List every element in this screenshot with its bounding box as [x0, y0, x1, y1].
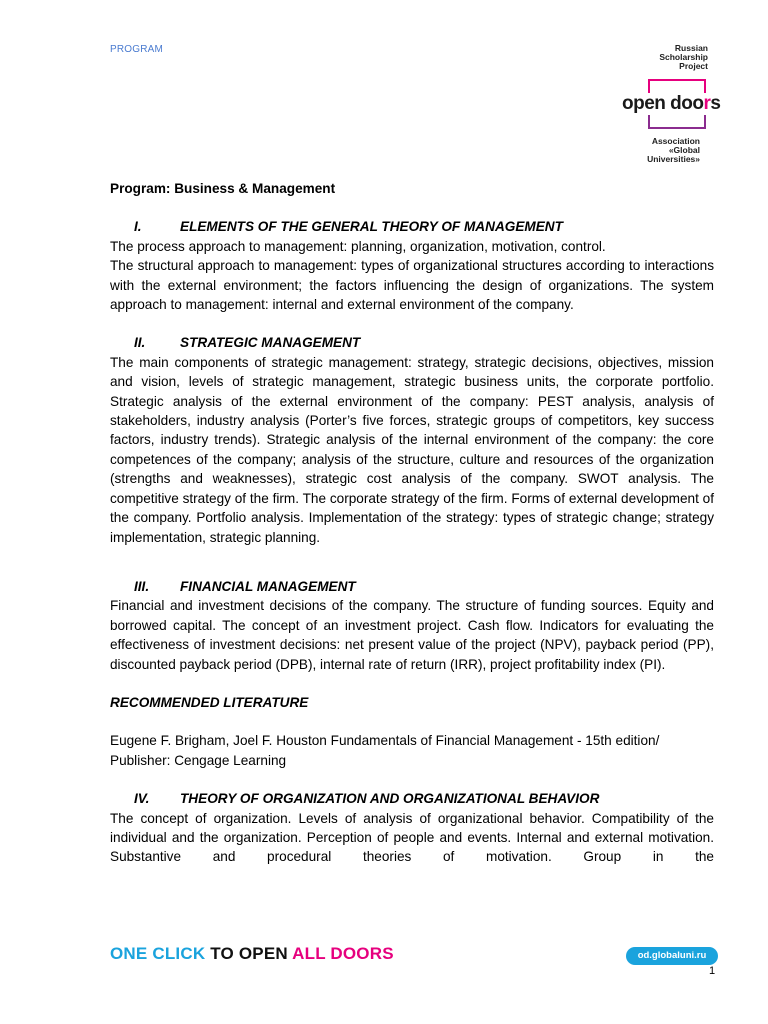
- open-doors-logo: [618, 43, 721, 172]
- literature-entry: Eugene F. Brigham, Joel F. Houston Fundamentals of Financial Management - 15th edition/ Publisher: Cengage Learning: [110, 733, 660, 768]
- footer-slogan: ONE CLICK TO OPEN ALL DOORS: [110, 944, 394, 963]
- section-number: I.: [134, 219, 142, 235]
- section-heading-4: [110, 789, 714, 808]
- program-title: Program: Business & Management: [110, 181, 336, 196]
- section-number: III.: [134, 578, 150, 594]
- section-title: STRATEGIC MANAGEMENT: [180, 335, 361, 351]
- section-heading-3: [110, 577, 714, 596]
- logo-top-text: Russian Scholarship Project: [659, 43, 708, 71]
- section-paragraph: The structural approach to management: types of organizational structures according to interactions with the external environment; the factors influencing the design of organizations. The system approach to management: internal and external environment of the company.: [110, 258, 714, 313]
- section-heading-1: [110, 217, 714, 236]
- document-body: [110, 179, 714, 867]
- section-heading-2: [110, 333, 714, 352]
- section-title: THEORY OF ORGANIZATION AND ORGANIZATIONAL BEHAVIOR: [180, 791, 600, 807]
- section-title: ELEMENTS OF THE GENERAL THEORY OF MANAGEMENT: [180, 219, 563, 235]
- header-label: PROGRAM: [110, 44, 164, 55]
- literature-heading: RECOMMENDED LITERATURE: [110, 694, 309, 710]
- logo-frame-top: [648, 79, 706, 93]
- section-paragraph: The main components of strategic management: strategy, strategic decisions, objectives, mission and vision, levels of strategic management, strategic business units, the corporate portfolio. Strategic analysis of the external environment of the company: PEST analysis, analysis of stakeholders, industry analysis (Porter’s five forces, strategic groups of competitors, key success factors, industry trends). Strategic analysis of the internal environment of the company: the core competences of the company; analysis of the structure, culture and resources of the organization (strengths and weaknesses), strategic cost analysis of the company. SWOT analysis. The competitive strategy of the firm. The corporate strategy of the firm. Forms of external development of the company. Portfolio analysis. Implementation of the strategy: types of strategic change; strategy implementation, strategic planning.: [110, 354, 714, 545]
- section-title: FINANCIAL MANAGEMENT: [180, 578, 356, 594]
- page-number: 1: [709, 965, 716, 977]
- section-number: IV.: [134, 791, 150, 807]
- logo-brand-text: open doors: [622, 93, 721, 114]
- section-paragraph: Financial and investment decisions of the company. The structure of funding sources. Equity and borrowed capital. The concept of an investment project. Cash flow. Indicators for evaluating the effectiveness of investment decisions: net present value of the project (NPV), payback period (PP), discounted payback period (DPB), internal rate of return (IRR), project profitability index (PI).: [110, 598, 714, 672]
- logo-frame-bottom: [648, 115, 706, 129]
- section-paragraph: The concept of organization. Levels of analysis of organizational behavior. Compatibility of the individual and the organization. Perception of people and events. Internal and external motivation. Substantive and procedural theories of motivation. Group in the: [110, 810, 714, 865]
- section-number: II.: [134, 335, 146, 351]
- section-paragraph: The process approach to management: planning, organization, motivation, control.: [110, 238, 606, 254]
- footer-url-link[interactable]: od.globaluni.ru: [626, 947, 718, 965]
- logo-bottom-text: Association «Global Universities»: [647, 136, 700, 164]
